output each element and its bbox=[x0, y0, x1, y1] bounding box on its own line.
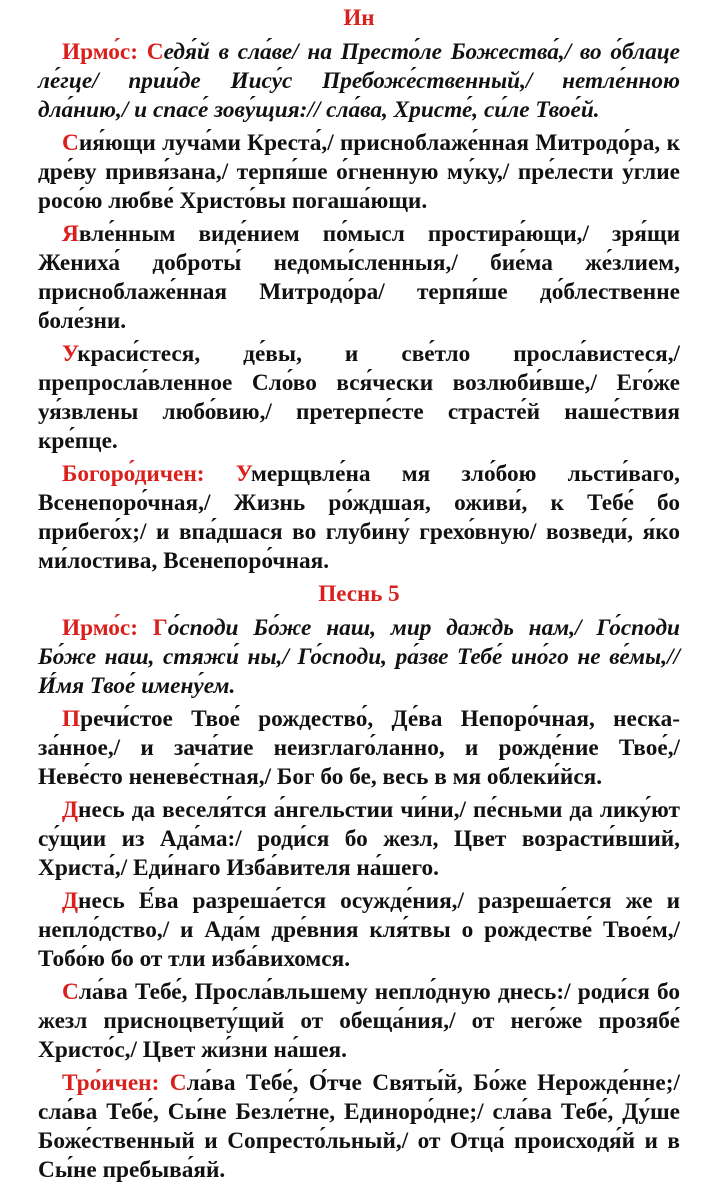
ode-4-irmos bbox=[38, 38, 680, 125]
irmos-label: Ирмо́с: bbox=[62, 615, 153, 641]
triadicon-text: ла́ва Тебе́, О́тче Святы́й, Бо́же Нерожде́нне;/ сла́ва Тебе́, Сы́не Безле́тне, Единоро́дне;/ сла́ва Тебе́, Ду́ше Боже́ственный и Сопресто́льный,/ от Отца́ происходя́й и в Сы́не пребыва́яй. bbox=[38, 1070, 680, 1183]
troparion-text: ла́ва Тебе́, Просла́вльшему непло́дную днесь:/ роди́ся бо жезл присноцвету́щий от обеща́ния,/ от него́же прозябе́ Христо́с,/ Цвет жи́зни на́шея. bbox=[38, 979, 680, 1063]
ode-4-troparion-3 bbox=[38, 340, 680, 456]
ode-4-troparion-1 bbox=[38, 129, 680, 216]
ode-4-theotokion bbox=[38, 460, 680, 576]
ode-5-troparion-3 bbox=[38, 887, 680, 974]
troparion-text: вле́нным виде́нием по́мысл простира́ющи,/ зря́щи Жениха́ доброты́ недомы́сленныя,/ бие́ма же́злием, присноблаже́нная Митродо́ра/ терпя́ше до́блественне боле́зни. bbox=[38, 221, 680, 334]
ode-5-troparion-1 bbox=[38, 705, 680, 792]
troparion-initial: П bbox=[62, 706, 81, 732]
irmos-initial: Г bbox=[152, 615, 168, 641]
irmos-initial: С bbox=[146, 39, 164, 65]
troparion-text: ия́ющи луча́ми Креста́,/ присноблаже́нная Митродо́ра, к дре́ву привя́зана,/ терпя́ше о́гненную му́ку,/ пре́лести у́глие росо́ю любве́ Христо́вы погаша́ющи. bbox=[38, 130, 680, 214]
troparion-text: несь Е́ва разреша́ется осужде́ния,/ разреша́ется же и непло́дство,/ и Ада́м дре́вния кля́твы о рождестве́ Твое́м,/ Тобо́ю бо от тли изба́вихомся. bbox=[38, 888, 680, 972]
troparion-text: краси́стеся, де́вы, и све́тло просла́вистеся,/ препросла́вленное Сло́во вся́чески возлюби́вше,/ Его́же уя́звлены любо́вию,/ претерпе́сте страсте́й наше́ствия кре́пце. bbox=[38, 341, 680, 454]
theotokion-label: Богоро́дичен: bbox=[62, 461, 236, 487]
ode-4-heading: Ин bbox=[343, 5, 375, 30]
troparion-initial: С bbox=[62, 979, 79, 1005]
troparion-initial: У bbox=[62, 341, 78, 367]
irmos-text: о́споди Бо́же наш, мир даждь нам,/ Го́споди Бо́же наш, стяжи́ ны,/ Го́споди, ра́зве Тебе́ ино́го не ве́мы,// И́мя Твое́ имену́ем. bbox=[38, 615, 680, 699]
ode-5-troparion-2 bbox=[38, 796, 680, 883]
ode-5-irmos bbox=[38, 614, 680, 701]
troparion-initial: Д bbox=[62, 797, 79, 823]
ode-4-troparion-2 bbox=[38, 220, 680, 336]
troparion-text: речи́стое Твое́ рождество́, Де́ва Непоро́чная, несказа́нное,/ и зача́тие неизглаго́ланно, и рожде́ние Твое́,/ Неве́сто неневе́стная,/ Бог бо бе, весь в мя облеки́йся. bbox=[38, 706, 680, 790]
troparion-initial: С bbox=[62, 130, 79, 156]
ode-5-triadicon bbox=[38, 1069, 680, 1185]
triadicon-initial: С bbox=[169, 1070, 187, 1096]
troparion-initial: Я bbox=[62, 221, 79, 247]
theotokion-text: мерщвле́на мя зло́бою льсти́ваго, Всенепоро́чная,/ Жизнь ро́ждшая, оживи́, к Тебе́ бо прибего́х;/ и впа́дшася во глубину́ грехо́вную/ возведи́, я́ко ми́лостива, Всенепоро́чная. bbox=[38, 461, 680, 574]
troparion-initial: Д bbox=[62, 888, 79, 914]
irmos-label: Ирмо́с: bbox=[62, 39, 147, 65]
troparion-text: несь да веселя́тся а́нгельстии чи́ни,/ пе́сньми да лику́ют су́щии из Ада́ма:/ роди́ся бо жезл, Цвет возрасти́вший, Христа́,/ Еди́наго Изба́вителя на́шего. bbox=[38, 797, 680, 881]
theotokion-initial: У bbox=[235, 461, 251, 487]
ode-5-heading: Песнь 5 bbox=[318, 581, 400, 606]
ode-5-troparion-4 bbox=[38, 978, 680, 1065]
irmos-text: едя́й в сла́ве/ на Престо́ле Божества́,/ во о́блаце ле́гце/ прии́де Иису́с Пребоже́ственный,/ нетле́нною дла́нию,/ и спасе́ зову́щия:// сла́ва, Христе́, си́ле Твое́й. bbox=[38, 39, 681, 123]
triadicon-label: Тро́ичен: bbox=[62, 1070, 170, 1096]
